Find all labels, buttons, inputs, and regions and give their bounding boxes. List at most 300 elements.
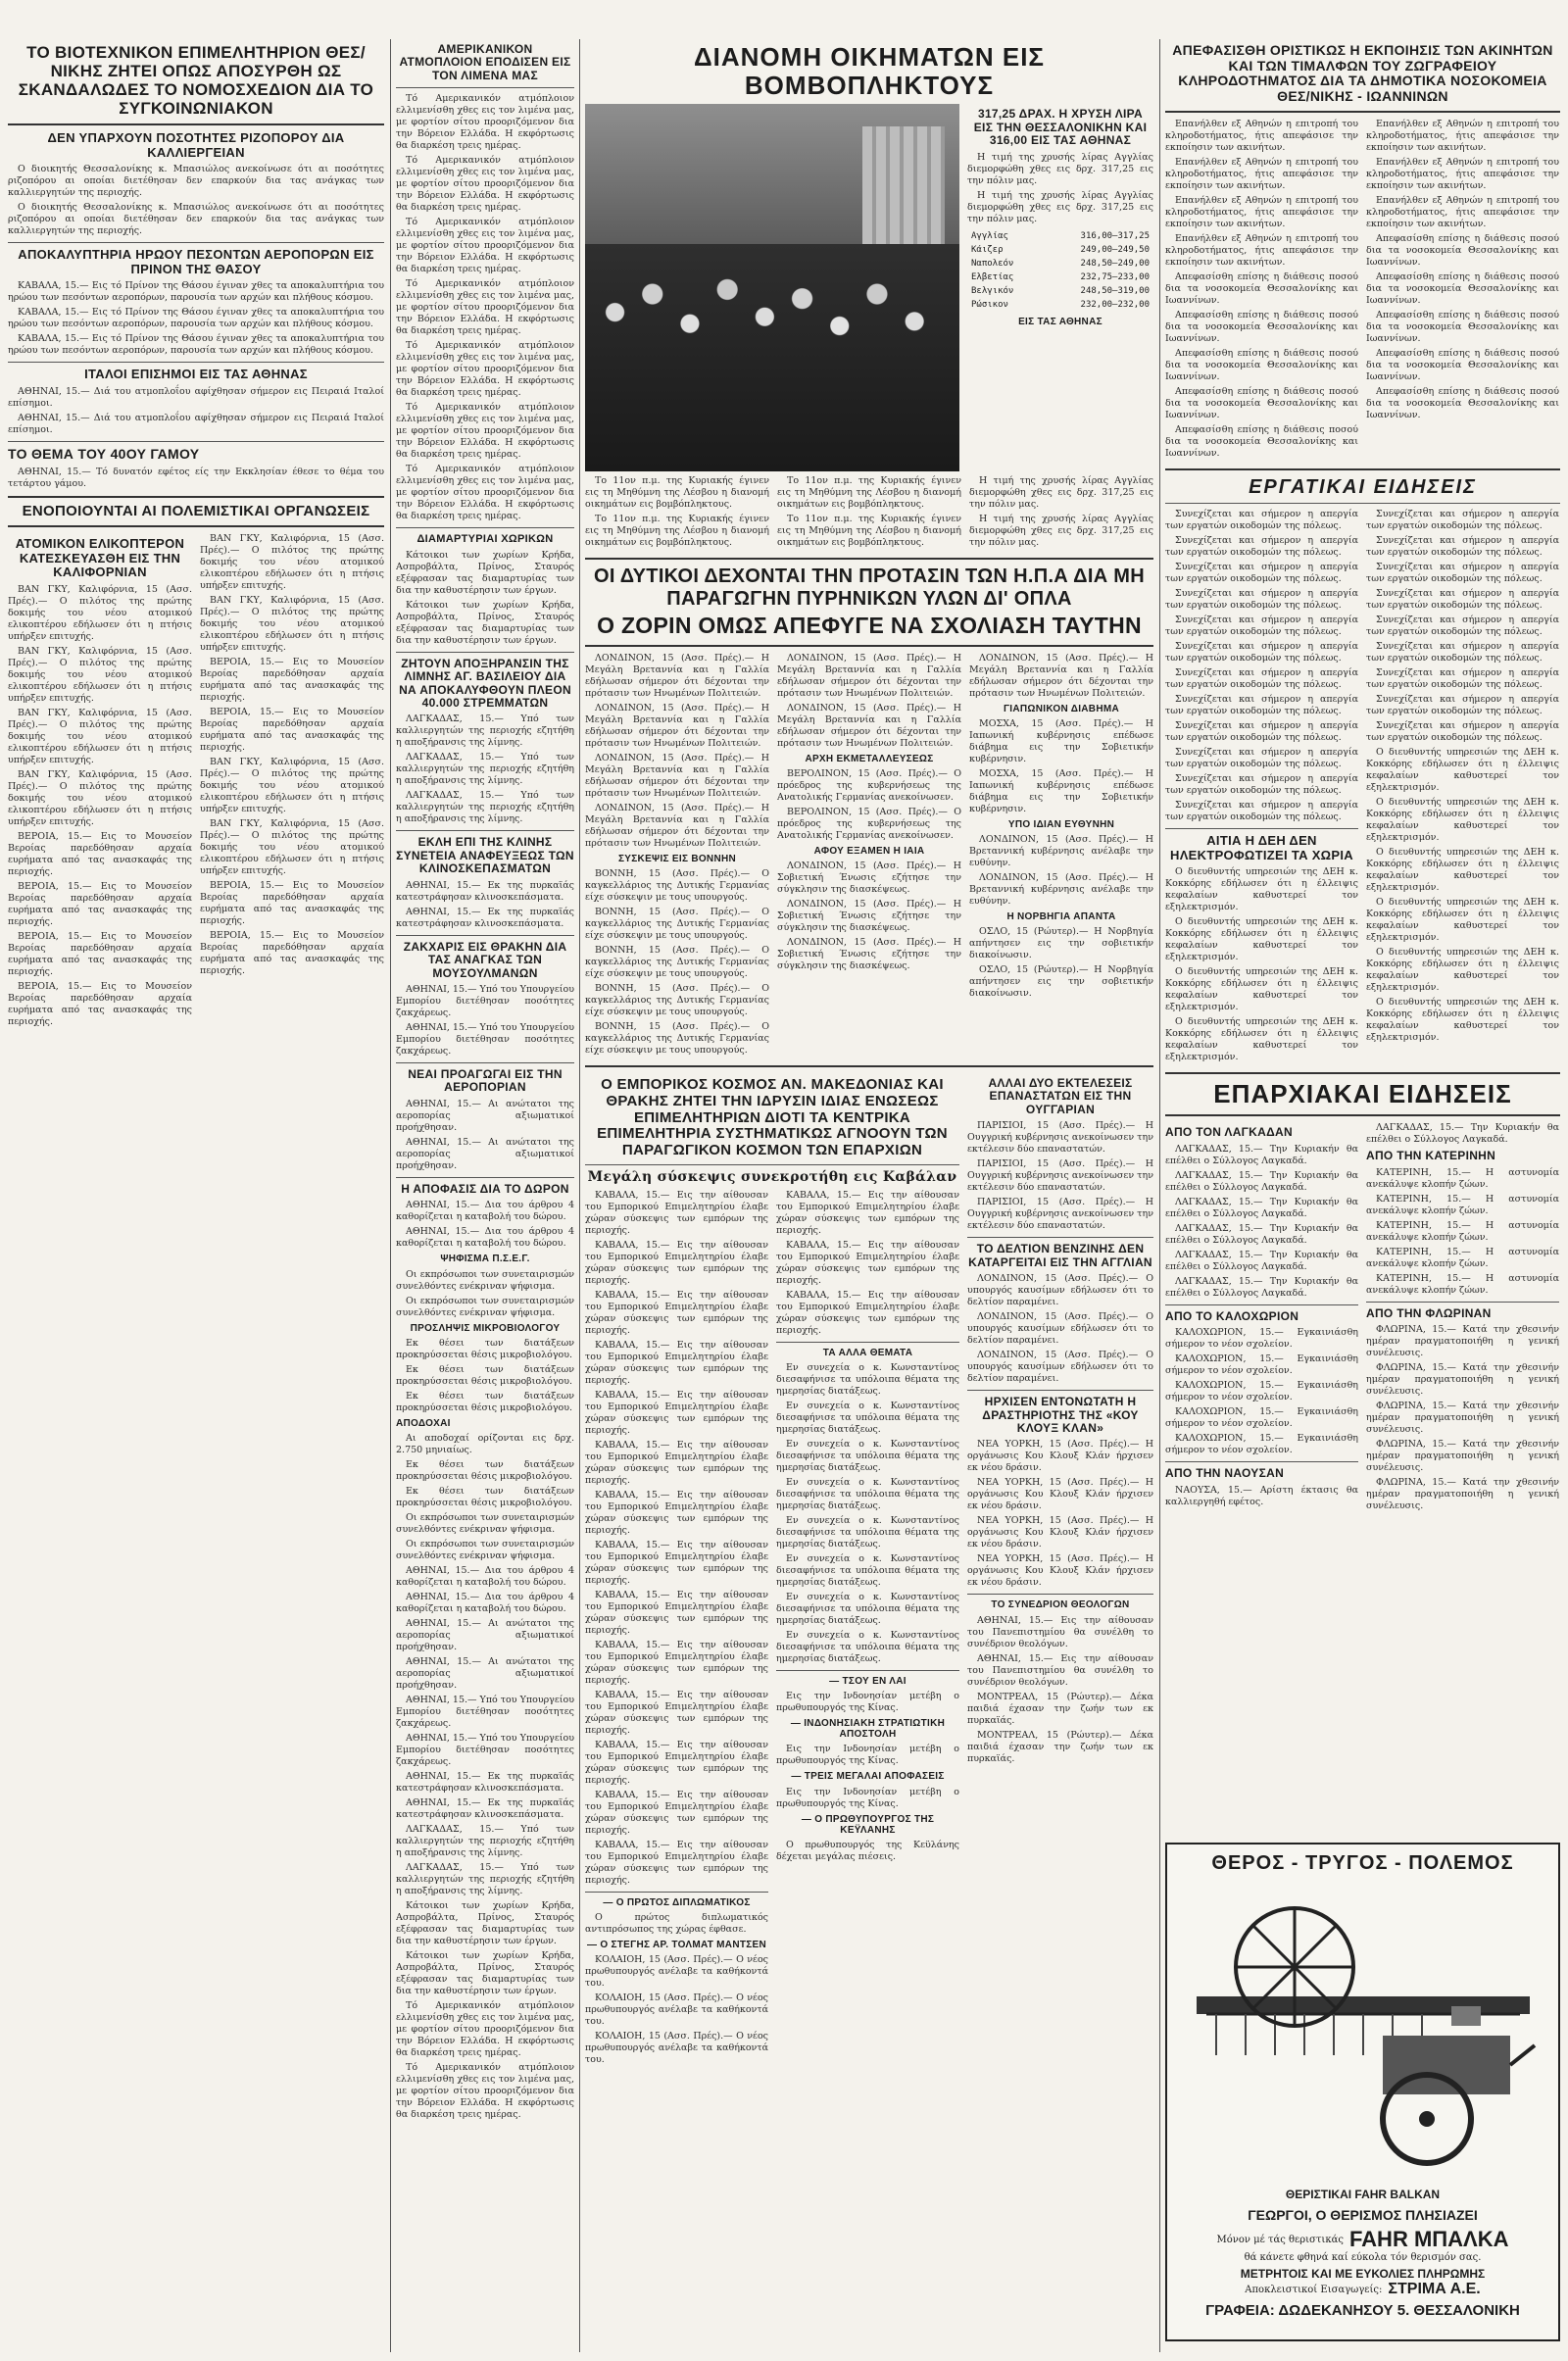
article-body: Επανήλθεν εξ Αθηνών η επιτροπή του κληροδοτήματος, ήτις απεφάσισε την εκποίησιν των ακινήτων. (1165, 118, 1358, 153)
article-body: Κάτοικοι των χωρίων Κρήδα, Ασπροβάλτα, Πρίνος, Σταυρός εξέφρασαν τας διαμαρτυρίας των δια την καθυστέρησιν των έργων. (396, 599, 574, 646)
article-body: Συνεχίζεται και σήμερον η απεργία των εργατών οικοδομών της πόλεως. (1366, 641, 1559, 664)
article-body: ΒΕΡΟΙΑ, 15.— Εις το Μουσείον Βεροίας παρεδόθησαν αρχαία ευρήματα από τας ανασκαφάς της περιοχής. (8, 980, 192, 1027)
article-body: ΚΑΒΑΛΑ, 15.— Εις τό Πρίνον της Θάσου έγιναν χθες τα αποκαλυπτήρια του ηρώου των πεσόντων αεροπόρων, παρουσία των αρχών και πλήθους κόσμου. (8, 333, 384, 357)
article-body: ΝΕΑ ΥΟΡΚΗ, 15 (Ασσ. Πρές).— Η οργάνωσις Κου Κλουξ Κλάν ήρχισεν εκ νέου δράσιν. (967, 1477, 1153, 1512)
headline-nuclear: ΟΙ ΔΥΤΙΚΟΙ ΔΕΧΟΝΤΑΙ ΤΗΝ ΠΡΟΤΑΣΙΝ ΤΩΝ Η.Π.Α ΔΙΑ ΜΗ ΠΑΡΑΓΩΓΗΝ ΠΥΡΗΝΙΚΩΝ ΥΛΩΝ ΔΙ' ΟΠΛΑ (593, 566, 1145, 610)
article-body: ΑΘΗΝΑΙ, 15.— Αι ανώτατοι της αεροπορίας αξιωματικοί προήχθησαν. (396, 1617, 574, 1652)
article-body: ΑΘΗΝΑΙ, 15.— Εκ της πυρκαϊάς κατεστράφησαν κλινοσκεπάσματα. (396, 906, 574, 929)
column-right (1165, 39, 1560, 2342)
rate-name: Ελβετίας (971, 271, 1014, 282)
harvester-image (1187, 1889, 1540, 2183)
headline-iaia: ΑΦΟΥ ΕΞΑΜΕΝ Η ΙΑΙΑ (813, 845, 925, 857)
rate-row (969, 271, 1152, 283)
rate-value: 248,50—249,00 (1080, 258, 1150, 269)
article-body: Εκ θέσει των διατάξεων προκηρύσσεται θέσις μικροβιολόγου. (396, 1337, 574, 1360)
headline-labor: ΕΡΓΑΤΙΚΑΙ ΕΙΔΗΣΕΙΣ (1249, 475, 1477, 498)
headline-petrol: ΤΟ ΔΕΛΤΙΟΝ ΒΕΝΖΙΝΗΣ ΔΕΝ ΚΑΤΑΡΓΕΙΤΑΙ ΕΙΣ ΤΗΝ ΑΓΓΛΙΑΝ (968, 1242, 1152, 1269)
article-body: Ο διευθυντής υπηρεσιών της ΔΕΗ κ. Κοκκόρης εδήλωσεν ότι η έλλειψις κεφαλαίων καθυστερεί τον εξηλεκτρισμόν. (1165, 916, 1358, 963)
headline-resolution: ΨΗΦΙΣΜΑ Π.Σ.Ε.Γ. (440, 1254, 530, 1265)
article-body: Συνεχίζεται και σήμερον η απεργία των εργατών οικοδομών της πόλεως. (1366, 720, 1559, 744)
article-body: ΦΛΩΡΙΝΑ, 15.— Κατά την χθεσινήν ημέραν πραγματοποιήθη η γενική συνέλευσις. (1366, 1439, 1559, 1474)
article-body: Κάτοικοι των χωρίων Κρήδα, Ασπροβάλτα, Πρίνος, Σταυρός εξέφρασαν τας διαμαρτυρίας των δια την καθυστέρησιν των έργων. (396, 1899, 574, 1946)
headline-monument: ΑΠΟΚΑΛΥΠΤΗΡΙΑ ΗΡΩΟΥ ΠΕΣΟΝΤΩΝ ΑΕΡΟΠΟΡΩΝ ΕΙΣ ΠΡΙΝΟΝ ΤΗΣ ΘΑΣΟΥ (18, 247, 374, 276)
headline-zorin: Ο ΖΟΡΙΝ ΟΜΩΣ ΑΠΕΦΥΓΕ ΝΑ ΣΧΟΛΙΑΣΗ ΤΑΥΤΗΝ (597, 613, 1142, 638)
article-body: Ο διευθυντής υπηρεσιών της ΔΕΗ κ. Κοκκόρης εδήλωσεν ότι η έλλειψις κεφαλαίων καθυστερεί τον εξηλεκτρισμόν. (1366, 947, 1559, 994)
article-body: Τό Αμερικανικόν ατμόπλοιον ελλιμενίσθη χθες εις τον λιμένα μας, με φορτίον σίτου προοριζόμενον δια την Βόρειον Ελλάδα. Η εκφόρτωσις θα διαρκέση τρεις ημέρας. (396, 155, 574, 214)
article-body: ΑΘΗΝΑΙ, 15.— Εκ της πυρκαϊάς κατεστράφησαν κλινοσκεπάσματα. (396, 1770, 574, 1794)
article-body: ΒΑΝ ΓΚΥ, Καλιφόρνια, 15 (Ασσ. Πρές).— Ο πιλότος της πρώτης δοκιμής του νέου ατομικού ελικοπτέρου εδήλωσεν ότι η πτήσις υπήρξεν επιτυχής. (200, 533, 384, 592)
article-body: Επανήλθεν εξ Αθηνών η επιτροπή του κληροδοτήματος, ήτις απεφάσισε την εκποίησιν των ακινήτων. (1165, 156, 1358, 191)
rate-row (969, 258, 1152, 270)
rate-value: 316,00—317,25 (1080, 230, 1150, 241)
article-body: Οι εκπρόσωποι των συνεταιρισμών συνελθόντες ενέκριναν ψήφισμα. (396, 1295, 574, 1318)
article-body: ΒΕΡΟΙΑ, 15.— Εις το Μουσείον Βεροίας παρεδόθησαν αρχαία ευρήματα από τας ανασκαφάς της περιοχής. (200, 930, 384, 977)
article-body: ΑΘΗΝΑΙ, 15.— Υπό του Υπουργείου Εμπορίου διετέθησαν ποσότητες ζακχάρεως. (396, 1022, 574, 1057)
article-body: Κάτοικοι των χωρίων Κρήδα, Ασπροβάλτα, Πρίνος, Σταυρός εξέφρασαν τας διαμαρτυρίας των δια την καθυστέρησιν των έργων. (396, 549, 574, 596)
fahr-top: ΘΕΡΟΣ - ΤΡΥΓΟΣ - ΠΟΛΕΜΟΣ (1211, 1852, 1514, 1874)
article-body: ΜΟΝΤΡΕΑΛ, 15 (Ρώυτερ).— Δέκα παιδιά έχασαν την ζωήν των εκ πυρκαϊάς. (967, 1729, 1153, 1764)
article-body: ΚΑΒΑΛΑ, 15.— Εις την αίθουσαν του Εμπορικού Επιμελητηρίου έλαβε χώραν σύσκεψις των εμπόρων της περιοχής. (585, 1239, 768, 1286)
article-body: ΒΕΡΟΛΙΝΟΝ, 15 (Ασσ. Πρές).— Ο πρόεδρος της κυβερνήσεως της Ανατολικής Γερμανίας ανεκοίνωσεν. (777, 767, 961, 803)
rate-row (969, 299, 1152, 311)
article-body: ΟΣΛΟ, 15 (Ρώυτερ).— Η Νορβηγία απήντησεν εις την σοβιετικήν διακοίνωσιν. (969, 964, 1153, 1000)
column-second (396, 39, 574, 2342)
article-body: Απεφασίσθη επίσης η διάθεσις ποσού δια τα νοσοκομεία Θεσσαλονίκης και Ιωαννίνων. (1366, 385, 1559, 420)
article-body: Συνεχίζεται και σήμερον η απεργία των εργατών οικοδομών της πόλεως. (1165, 535, 1358, 559)
article-body: Ο διοικητής Θεσσαλονίκης κ. Μπασιώλος ανεκοίνωσε ότι αι ποσότητες ριζοπόρου αι οποίαι διετέθησαν δεν επαρκούν δια τας ανάγκας των καλλιεργητών της περιοχής. (8, 202, 384, 237)
article-body: ΑΘΗΝΑΙ, 15.— Εκ της πυρκαϊάς κατεστράφησαν κλινοσκεπάσματα. (396, 1796, 574, 1820)
article-body: Ο διευθυντής υπηρεσιών της ΔΕΗ κ. Κοκκόρης εδήλωσεν ότι η έλλειψις κεφαλαίων καθυστερεί τον εξηλεκτρισμόν. (1366, 997, 1559, 1044)
article-body: Συνεχίζεται και σήμερον η απεργία των εργατών οικοδομών της πόλεως. (1366, 562, 1559, 585)
article-body: ΛΑΓΚΑΔΑΣ, 15.— Την Κυριακήν θα επέλθει ο Σύλλογος Λαγκαδά. (1165, 1249, 1358, 1272)
fahr-line2: Μόνον μέ τάς θεριστικάς (1216, 2234, 1344, 2245)
article-body: ΑΘΗΝΑΙ, 15.— Υπό του Υπουργείου Εμπορίου διετέθησαν ποσότητες ζακχάρεως. (396, 984, 574, 1018)
article-body: ΛΟΝΔΙΝΟΝ, 15 (Ασσ. Πρές).— Η Σοβιετική Ένωσις εζήτησε την σύγκλησιν της διασκέψεως. (777, 861, 961, 896)
article-body: Ο πρώτος διπλωματικός αντιπρόσωπος της χώρας έφθασε. (585, 1911, 768, 1935)
article-body: ΜΟΣΧΑ, 15 (Ασσ. Πρές).— Η Ιαπωνική κυβέρνησις επέδωσε διάβημα εις την Σοβιετικήν κυβέρνησιν. (969, 767, 1153, 814)
article-body: ΑΘΗΝΑΙ, 15.— Τό δυνατόν εφέτος είς την Εκκλησίαν έθεσε το θέμα του τετάρτου γάμου. (8, 466, 384, 489)
article-body: Ο διευθυντής υπηρεσιών της ΔΕΗ κ. Κοκκόρης εδήλωσεν ότι η έλλειψις κεφαλαίων καθυστερεί τον εξηλεκτρισμόν. (1165, 966, 1358, 1013)
article-body: ΛΟΝΔΙΝΟΝ, 15 (Ασσ. Πρές).— Η Μεγάλη Βρεταννία και η Γαλλία εδήλωσαν σήμερον ότι δέχονται την πρότασιν των Ηνωμένων Πολιτειών. (969, 652, 1153, 699)
article-body: Η τιμή της χρυσής λίρας Αγγλίας διεμορφώθη χθες εις δρχ. 317,25 εις την πόλιν μας. (969, 514, 1153, 549)
article-body: Επανήλθεν εξ Αθηνών η επιτροπή του κληροδοτήματος, ήτις απεφάσισε την εκποίησιν των ακινήτων. (1366, 194, 1559, 229)
headline-salary: ΑΠΟΔΟΧΑΙ (396, 1417, 451, 1429)
article-body: Το 11ον π.μ. της Κυριακής έγινεν εις τη Μηθύμνη της Λέσβου η διανομή οικημάτων εις βομβόπληκτους. (777, 514, 961, 549)
article-body: ΛΟΝΔΙΝΟΝ, 15 (Ασσ. Πρές).— Η Σοβιετική Ένωσις εζήτησε την σύγκλησιν της διασκέψεως. (777, 899, 961, 934)
article-body: Ο διευθυντής υπηρεσιών της ΔΕΗ κ. Κοκκόρης εδήλωσεν ότι η έλλειψις κεφαλαίων καθυστερεί τον εξηλεκτρισμόν. (1366, 747, 1559, 794)
article-body: ΒΕΡΟΙΑ, 15.— Εις το Μουσείον Βεροίας παρεδόθησαν αρχαία ευρήματα από τας ανασκαφάς της περιοχής. (8, 830, 192, 877)
article-body: ΛΑΓΚΑΔΑΣ, 15.— Υπό των καλλιεργητών της περιοχής εζητήθη η αποξήρανσις της λίμνης. (396, 1823, 574, 1858)
headline-florina: ΑΠΟ ΤΗΝ ΦΛΩΡΙΝΑΝ (1366, 1305, 1492, 1320)
article-body: ΚΟΛΑΙΟΗ, 15 (Ασσ. Πρές).— Ο νέος πρωθυπουργός ανέλαβε τα καθήκοντά του. (585, 1953, 768, 1989)
article-body: Επανήλθεν εξ Αθηνών η επιτροπή του κληροδοτήματος, ήτις απεφάσισε την εκποίησιν των ακινήτων. (1366, 118, 1559, 153)
article-body: ΒΕΡΟΛΙΝΟΝ, 15 (Ασσ. Πρές).— Ο πρόεδρος της κυβερνήσεως της Ανατολικής Γερμανίας ανεκοίνωσεν. (777, 806, 961, 841)
gold-rates-table (967, 228, 1153, 313)
article-body: ΚΑΛΟΧΩΡΙΟΝ, 15.— Εγκαινιάσθη σήμερον το νέον σχολείον. (1165, 1406, 1358, 1430)
article-body: Ο διευθυντής υπηρεσιών της ΔΕΗ κ. Κοκκόρης εδήλωσεν ότι η έλλειψις κεφαλαίων καθυστερεί τον εξηλεκτρισμόν. (1366, 797, 1559, 844)
article-body: ΚΑΒΑΛΑ, 15.— Εις την αίθουσαν του Εμπορικού Επιμελητηρίου έλαβε χώραν σύσκεψις των εμπόρων της περιοχής. (585, 1339, 768, 1386)
article-body: ΚΑΒΑΛΑ, 15.— Εις την αίθουσαν του Εμπορικού Επιμελητηρίου έλαβε χώραν σύσκεψις των εμπόρων της περιοχής. (585, 1639, 768, 1686)
fahr-brand: ΘΕΡΙΣΤΙΚΑΙ FAHR BALKAN (1285, 2188, 1441, 2201)
article-body: Εις την Ινδονησίαν μετέβη ο πρωθυπουργός της Κίνας. (776, 1690, 959, 1713)
headline-indonesia: — ΙΝΔΟΝΗΣΙΑΚΗ ΣΤΡΑΤΙΩΤΙΚΗ ΑΠΟΣΤΟΛΗ (790, 1717, 946, 1741)
article-body: ΛΟΝΔΙΝΟΝ, 15 (Ασσ. Πρές).— Η Βρεταννική κυβέρνησις ανέλαβε την ευθύνην. (969, 834, 1153, 869)
headline-naousa: ΑΠΟ ΤΗΝ ΝΑΟΥΣΑΝ (1165, 1466, 1285, 1481)
fahr-line3: θά κάνετε φθηνά καί εύκολα τόν θερισμόν σας. (1244, 2252, 1482, 2263)
article-body: ΝΕΑ ΥΟΡΚΗ, 15 (Ασσ. Πρές).— Η οργάνωσις Κου Κλουξ Κλάν ήρχισεν εκ νέου δράσιν. (967, 1439, 1153, 1474)
article-body: Εν συνεχεία ο κ. Κωνσταντίνος διεσαφήνισε τα υπόλοιπα θέματα της ημερησίας διατάξεως. (776, 1361, 959, 1397)
fahr-office: ΓΡΑΦΕΙΑ: ΔΩΔΕΚΑΝΗΣΟΥ 5. ΘΕΣΣΑΛΟΝΙΚΗ (1205, 2302, 1520, 2319)
article-body: Εν συνεχεία ο κ. Κωνσταντίνος διεσαφήνισε τα υπόλοιπα θέματα της ημερησίας διατάξεως. (776, 1476, 959, 1511)
article-body: ΚΑΒΑΛΑ, 15.— Εις την αίθουσαν του Εμπορικού Επιμελητηρίου έλαβε χώραν σύσκεψις των εμπόρων της περιοχής. (585, 1439, 768, 1486)
article-body: Συνεχίζεται και σήμερον η απεργία των εργατών οικοδομών της πόλεως. (1366, 694, 1559, 717)
rate-row (969, 244, 1152, 256)
article-body: ΑΘΗΝΑΙ, 15.— Αι ανώτατοι της αεροπορίας αξιωματικοί προήχθησαν. (396, 1136, 574, 1171)
article-body: ΛΑΓΚΑΔΑΣ, 15.— Την Κυριακήν θα επέλθει ο Σύλλογος Λαγκαδά. (1165, 1196, 1358, 1219)
article-body: Η τιμή της χρυσής λίρας Αγγλίας διεμορφώθη χθες εις δρχ. 317,25 εις την πόλιν μας. (969, 475, 1153, 511)
column-rule (1159, 39, 1160, 2352)
article-body: ΒΕΡΟΙΑ, 15.— Εις το Μουσείον Βεροίας παρεδόθησαν αρχαία ευρήματα από τας ανασκαφάς της περιοχής. (8, 930, 192, 977)
article-body: ΑΘΗΝΑΙ, 15.— Εκ της πυρκαϊάς κατεστράφησαν κλινοσκεπάσματα. (396, 879, 574, 903)
headline-chou: — ΤΣΟΥ ΕΝ ΛΑΙ (829, 1675, 906, 1687)
article-body: ΛΑΓΚΑΔΑΣ, 15.— Την Κυριακήν θα επέλθει ο Σύλλογος Λαγκαδά. (1165, 1169, 1358, 1193)
article-body: ΛΟΝΔΙΝΟΝ, 15 (Ασσ. Πρές).— Η Μεγάλη Βρεταννία και η Γαλλία εδήλωσαν σήμερον ότι δέχονται την πρότασιν των Ηνωμένων Πολιτειών. (777, 702, 961, 749)
article-body: ΜΟΣΧΑ, 15 (Ασσ. Πρές).— Η Ιαπωνική κυβέρνησις επέδωσε διάβημα εις την Σοβιετικήν κυβέρνησιν. (969, 717, 1153, 764)
fahr-line4: ΜΕΤΡΗΤΟΙΣ ΚΑΙ ΜΕ ΕΥΚΟΛΙΕΣ ΠΛΗΡΩΜΗΣ (1240, 2267, 1486, 2281)
headline-ship: ΑΜΕΡΙΚΑΝΙΚΟΝ ΑΤΜΟΠΛΟΙΟΝ ΕΠΟΔΙΣΕΝ ΕΙΣ ΤΟΝ ΛΙΜΕΝΑ ΜΑΣ (399, 42, 571, 82)
rate-name: Ναπολεόν (971, 258, 1014, 269)
article-body: ΒΑΝ ΓΚΥ, Καλιφόρνια, 15 (Ασσ. Πρές).— Ο πιλότος της πρώτης δοκιμής του νέου ατομικού ελικοπτέρου εδήλωσεν ότι η πτήσις υπήρξεν επιτυχής. (8, 768, 192, 827)
article-body: Τό Αμερικανικόν ατμόπλοιον ελλιμενίσθη χθες εις τον λιμένα μας, με φορτίον σίτου προοριζόμενον δια την Βόρειον Ελλάδα. Η εκφόρτωσις θα διαρκέση τρεις ημέρας. (396, 340, 574, 399)
headline-protests: ΔΙΑΜΑΡΤΥΡΙΑΙ ΧΩΡΙΚΩΝ (416, 533, 554, 546)
article-body: ΛΑΓΚΑΔΑΣ, 15.— Υπό των καλλιεργητών της περιοχής εζητήθη η αποξήρανσις της λίμνης. (396, 1861, 574, 1896)
article-body: Εν συνεχεία ο κ. Κωνσταντίνος διεσαφήνισε τα υπόλοιπα θέματα της ημερησίας διατάξεως. (776, 1629, 959, 1664)
article-body: Συνεχίζεται και σήμερον η απεργία των εργατών οικοδομών της πόλεως. (1366, 667, 1559, 691)
article-body: Τό Αμερικανικόν ατμόπλοιον ελλιμενίσθη χθες εις τον λιμένα μας, με φορτίον σίτου προοριζόμενον δια την Βόρειον Ελλάδα. Η εκφόρτωσις θα διαρκέση τρεις ημέρας. (396, 2061, 574, 2120)
headline-bonus: Η ΑΠΟΦΑΣΙΣ ΔΙΑ ΤΟ ΔΩΡΟΝ (401, 1181, 569, 1196)
headline-spore: ΔΕΝ ΥΠΑΡΧΟΥΝ ΠΟΣΟΤΗΤΕΣ ΡΙΖΟΠΟΡΟΥ ΔΙΑ ΚΑΛΛΙΕΡΓΕΙΑΝ (47, 130, 345, 160)
article-body: Συνεχίζεται και σήμερον η απεργία των εργατών οικοδομών της πόλεως. (1165, 773, 1358, 797)
article-body: Εν συνεχεία ο κ. Κωνσταντίνος διεσαφήνισε τα υπόλοιπα θέματα της ημερησίας διατάξεως. (776, 1591, 959, 1626)
article-body: ΚΑΛΟΧΩΡΙΟΝ, 15.— Εγκαινιάσθη σήμερον το νέον σχολείον. (1165, 1327, 1358, 1351)
article-body: ΒΟΝΝΗ, 15 (Ασσ. Πρές).— Ο καγκελλάριος της Δυτικής Γερμανίας είχε σύσκεψιν με τους υπουργούς. (585, 867, 769, 903)
article-body: ΑΘΗΝΑΙ, 15.— Δια του άρθρου 4 καθορίζεται η καταβολή του δώρου. (396, 1591, 574, 1614)
article-body: Εκ θέσει των διατάξεων προκηρύσσεται θέσις μικροβιολόγου. (396, 1363, 574, 1387)
article-body: ΚΑΤΕΡΙΝΗ, 15.— Η αστυνομία ανεκάλυψε κλοπήν ζώων. (1366, 1272, 1559, 1296)
article-body: ΑΘΗΝΑΙ, 15.— Διά του ατμοπλοΐου αφίχθησαν σήμερον εις Πειραιά Ιταλοί επίσημοι. (8, 412, 384, 435)
article-body: ΒΕΡΟΙΑ, 15.— Εις το Μουσείον Βεροίας παρεδόθησαν αρχαία ευρήματα από τας ανασκαφάς της περιοχής. (8, 880, 192, 927)
article-body: ΚΑΒΑΛΑ, 15.— Εις την αίθουσαν του Εμπορικού Επιμελητηρίου έλαβε χώραν σύσκεψις των εμπόρων της περιοχής. (585, 1589, 768, 1636)
rate-value: 232,75—233,00 (1080, 271, 1150, 282)
article-body: Συνεχίζεται και σήμερον η απεργία των εργατών οικοδομών της πόλεως. (1165, 694, 1358, 717)
article-body: ΦΛΩΡΙΝΑ, 15.— Κατά την χθεσινήν ημέραν πραγματοποιήθη η γενική συνέλευσις. (1366, 1362, 1559, 1398)
article-body: ΛΟΝΔΙΝΟΝ, 15 (Ασσ. Πρές).— Ο υπουργός καυσίμων εδήλωσεν ότι το δελτίον παραμένει. (967, 1350, 1153, 1385)
article-body: ΑΘΗΝΑΙ, 15.— Αι ανώτατοι της αεροπορίας αξιωματικοί προήχθησαν. (396, 1655, 574, 1691)
article-body: Συνεχίζεται και σήμερον η απεργία των εργατών οικοδομών της πόλεως. (1165, 747, 1358, 770)
article-body: ΠΑΡΙΣΙΟΙ, 15 (Ασσ. Πρές).— Η Ουγγρική κυβέρνησις ανεκοίνωσεν την εκτέλεσιν δύο επαναστατών. (967, 1158, 1153, 1194)
article-body: ΝΑΟΥΣΑ, 15.— Αρίστη έκτασις θα καλλιεργηθή εφέτος. (1165, 1484, 1358, 1507)
rates-title: ΕΙΣ ΤΑΣ ΑΘΗΝΑΣ (1018, 316, 1102, 327)
article-body: Εκ θέσει των διατάξεων προκηρύσσεται θέσις μικροβιολόγου. (396, 1485, 574, 1508)
article-body: Τό Αμερικανικόν ατμόπλοιον ελλιμενίσθη χθες εις τον λιμένα μας, με φορτίον σίτου προοριζόμενον δια την Βόρειον Ελλάδα. Η εκφόρτωσις θα διαρκέση τρεις ημέρας. (396, 93, 574, 152)
headline-decisions: — ΤΡΕΙΣ ΜΕΓΑΛΑΙ ΑΠΟΦΑΣΕΙΣ (791, 1771, 945, 1783)
article-body: ΚΑΒΑΛΑ, 15.— Εις την αίθουσαν του Εμπορικού Επιμελητηρίου έλαβε χώραν σύσκεψις των εμπόρων της περιοχής. (585, 1189, 768, 1236)
article-body: ΑΘΗΝΑΙ, 15.— Εις την αίθουσαν του Πανεπιστημίου θα συνέλθη το συνέδριον θεολόγων. (967, 1652, 1153, 1688)
fahr-brand-large: FAHR ΜΠΑΛΚΑ (1348, 2227, 1509, 2251)
article-body: ΚΑΤΕΡΙΝΗ, 15.— Η αστυνομία ανεκάλυψε κλοπήν ζώων. (1366, 1166, 1559, 1190)
article-body: ΦΛΩΡΙΝΑ, 15.— Κατά την χθεσινήν ημέραν πραγματοποιήθη η γενική συνέλευσις. (1366, 1401, 1559, 1436)
article-body: ΚΑΒΑΛΑ, 15.— Εις την αίθουσαν του Εμπορικού Επιμελητηρίου έλαβε χώραν σύσκεψις των εμπόρων της περιοχής. (585, 1289, 768, 1336)
article-body: ΜΟΝΤΡΕΑΛ, 15 (Ρώυτερ).— Δέκα παιδιά έχασαν την ζωήν των εκ πυρκαϊάς. (967, 1691, 1153, 1726)
headline-lake: ΖΗΤΟΥΝ ΑΠΟΞΗΡΑΝΣΙΝ ΤΗΣ ΛΙΜΝΗΣ ΑΓ. ΒΑΣΙΛΕΙΟΥ ΔΙΑ ΝΑ ΑΠΟΚΑΛΥΦΘΟΥΝ ΠΛΕΟΝ 40.000 ΣΤΡΕΜΜΑΤΩΝ (399, 656, 571, 710)
headline-chamber: ΤΟ ΒΙΟΤΕΧΝΙΚΟΝ ΕΠΙΜΕΛΗΤΗΡΙΟΝ ΘΕΣ/ΝΙΚΗΣ ΖΗΤΕΙ ΟΠΩΣ ΑΠΟΣΥΡΘΗ ΩΣ ΣΚΑΝΔΑΛΩΔΕΣ ΤΟ ΝΟΜΟΣΧΕΔΙΟΝ ΔΙΑ ΤΟ ΣΥΓΚΟΙΝΩΝΙΑΚΟΝ (18, 43, 374, 119)
article-body: ΒΟΝΝΗ, 15 (Ασσ. Πρές).— Ο καγκελλάριος της Δυτικής Γερμανίας είχε σύσκεψιν με τους υπουργούς. (585, 944, 769, 979)
article-body: Αι αποδοχαί ορίζονται εις δρχ. 2.750 μηνιαίως. (396, 1432, 574, 1455)
article-body: Συνεχίζεται και σήμερον η απεργία των εργατών οικοδομών της πόλεως. (1165, 509, 1358, 532)
article-body: ΚΑΤΕΡΙΝΗ, 15.— Η αστυνομία ανεκάλυψε κλοπήν ζώων. (1366, 1219, 1559, 1243)
article-body: ΒΑΝ ΓΚΥ, Καλιφόρνια, 15 (Ασσ. Πρές).— Ο πιλότος της πρώτης δοκιμής του νέου ατομικού ελικοπτέρου εδήλωσεν ότι η πτήσις υπήρξεν επιτυχής. (8, 645, 192, 704)
article-body: ΛΟΝΔΙΝΟΝ, 15 (Ασσ. Πρές).— Η Μεγάλη Βρεταννία και η Γαλλία εδήλωσαν σήμερον ότι δέχονται την πρότασιν των Ηνωμένων Πολιτειών. (585, 802, 769, 849)
headline-theologians: ΤΟ ΣΥΝΕΔΡΙΟΝ ΘΕΟΛΟΓΩΝ (991, 1599, 1130, 1611)
article-body: ΑΘΗΝΑΙ, 15.— Υπό του Υπουργείου Εμπορίου διετέθησαν ποσότητες ζακχάρεως. (396, 1732, 574, 1767)
article-body: Οι εκπρόσωποι των συνεταιρισμών συνελθόντες ενέκριναν ψήφισμα. (396, 1511, 574, 1535)
headline-electricity: ΑΙΤΙΑ Η ΔΕΗ ΔΕΝ ΗΛΕΚΤΡΟΦΩΤΙΖΕΙ ΤΑ ΧΩΡΙΑ (1170, 833, 1353, 862)
article-body: ΚΑΤΕΡΙΝΗ, 15.— Η αστυνομία ανεκάλυψε κλοπήν ζώων. (1366, 1193, 1559, 1216)
article-body: Τό Αμερικανικόν ατμόπλοιον ελλιμενίσθη χθες εις τον λιμένα μας, με φορτίον σίτου προοριζόμενον δια την Βόρειον Ελλάδα. Η εκφόρτωσις θα διαρκέση τρεις ημέρας. (396, 1999, 574, 2058)
article-body: ΒΟΝΝΗ, 15 (Ασσ. Πρές).— Ο καγκελλάριος της Δυτικής Γερμανίας είχε σύσκεψιν με τους υπουργούς. (585, 1020, 769, 1056)
headline-houses: ΔΙΑΝΟΜΗ ΟΙΚΗΜΑΤΩΝ ΕΙΣ ΒΟΜΒΟΠΛΗΚΤΟΥΣ (693, 42, 1046, 101)
article-body: Απεφασίσθη επίσης η διάθεσις ποσού δια τα νοσοκομεία Θεσσαλονίκης και Ιωαννίνων. (1165, 347, 1358, 382)
article-body: ΚΑΒΑΛΑ, 15.— Εις την αίθουσαν του Εμπορικού Επιμελητηρίου έλαβε χώραν σύσκεψις των εμπόρων της περιοχής. (776, 1289, 959, 1336)
article-body: ΚΑΒΑΛΑ, 15.— Εις την αίθουσαν του Εμπορικού Επιμελητηρίου έλαβε χώραν σύσκεψις των εμπόρων της περιοχής. (585, 1839, 768, 1886)
subheadline-kavala: Μεγάλη σύσκεψις συνεκροτήθη εις Καβάλαν (587, 1168, 957, 1185)
article-body: ΒΑΝ ΓΚΥ, Καλιφόρνια, 15 (Ασσ. Πρές).— Ο πιλότος της πρώτης δοκιμής του νέου ατομικού ελικοπτέρου εδήλωσεν ότι η πτήσις υπήρξεν επιτυχής. (200, 757, 384, 815)
article-body: ΟΣΛΟ, 15 (Ρώυτερ).— Η Νορβηγία απήντησεν εις την σοβιετικήν διακοίνωσιν. (969, 926, 1153, 961)
article-body: Απεφασίσθη επίσης η διάθεσις ποσού δια τα νοσοκομεία Θεσσαλονίκης και Ιωαννίνων. (1165, 385, 1358, 420)
article-body: Η τιμή της χρυσής λίρας Αγγλίας διεμορφώθη χθες εις δρχ. 317,25 εις την πόλιν μας. (967, 189, 1153, 224)
headline-merchants: Ο ΕΜΠΟΡΙΚΟΣ ΚΟΣΜΟΣ ΑΝ. ΜΑΚΕΔΟΝΙΑΣ ΚΑΙ ΘΡΑΚΗΣ ΖΗΤΕΙ ΤΗΝ ΙΔΡΥΣΙΝ ΙΔΙΑΣ ΕΝΩΣΕΩΣ ΕΠΙΜΕΛΗΤΗΡΙΩΝ ΔΙΟΤΙ ΤΑ ΚΕΝΤΡΙΚΑ ΕΠΙΜΕΛΗΤΗΡΙΑ ΣΥΣΤΗΜΑΤΙΚΩΣ ΑΓΝΟΟΥΝ ΤΩΝ ΠΑΡΑΓΩΓΙΚΟΝ ΚΟΣΜΟΝ ΤΩΝ ΕΠΑΡΧΙΩΝ (597, 1075, 948, 1159)
article-body: ΛΟΝΔΙΝΟΝ, 15 (Ασσ. Πρές).— Η Μεγάλη Βρεταννία και η Γαλλία εδήλωσαν σήμερον ότι δέχονται την πρότασιν των Ηνωμένων Πολιτειών. (585, 652, 769, 699)
article-body: ΚΑΛΟΧΩΡΙΟΝ, 15.— Εγκαινιάσθη σήμερον το νέον σχολείον. (1165, 1380, 1358, 1403)
article-body: ΒΑΝ ΓΚΥ, Καλιφόρνια, 15 (Ασσ. Πρές).— Ο πιλότος της πρώτης δοκιμής του νέου ατομικού ελικοπτέρου εδήλωσεν ότι η πτήσις υπήρξεν επιτυχής. (200, 595, 384, 654)
article-body: Συνεχίζεται και σήμερον η απεργία των εργατών οικοδομών της πόλεως. (1366, 615, 1559, 638)
article-body: ΚΑΒΑΛΑ, 15.— Εις την αίθουσαν του Εμπορικού Επιμελητηρίου έλαβε χώραν σύσκεψις των εμπόρων της περιοχής. (585, 1489, 768, 1536)
column-left (8, 39, 384, 1031)
headline-helicopter: ΑΤΟΜΙΚΟΝ ΕΛΙΚΟΠΤΕΡΟΝ ΚΑΤΕΣΚΕΥΑΣΘΗ ΕΙΣ ΤΗΝ ΚΑΛΙΦΟΡΝΙΑΝ (15, 536, 185, 580)
rate-row (969, 230, 1152, 242)
article-body: Απεφασίσθη επίσης η διάθεσις ποσού δια τα νοσοκομεία Θεσσαλονίκης και Ιωαννίνων. (1366, 271, 1559, 306)
article-body: Τό Αμερικανικόν ατμόπλοιον ελλιμενίσθη χθες εις τον λιμένα μας, με φορτίον σίτου προοριζόμενον δια την Βόρειον Ελλάδα. Η εκφόρτωσις θα διαρκέση τρεις ημέρας. (396, 402, 574, 461)
article-body: Συνεχίζεται και σήμερον η απεργία των εργατών οικοδομών της πόλεως. (1165, 615, 1358, 638)
article-body: Ο διοικητής Θεσσαλονίκης κ. Μπασιώλος ανεκοίνωσε ότι αι ποσότητες ριζοπόρου αι οποίαι διετέθησαν δεν επαρκούν δια τας ανάγκας των καλλιεργητών της περιοχής. (8, 164, 384, 199)
article-body: ΑΘΗΝΑΙ, 15.— Υπό του Υπουργείου Εμπορίου διετέθησαν ποσότητες ζακχάρεως. (396, 1694, 574, 1729)
article-body: ΛΑΓΚΑΔΑΣ, 15.— Υπό των καλλιεργητών της περιοχής εζητήθη η αποξήρανσις της λίμνης. (396, 752, 574, 787)
rate-name: Ρώσικον (971, 299, 1008, 310)
article-body: Συνεχίζεται και σήμερον η απεργία των εργατών οικοδομών της πόλεως. (1165, 562, 1358, 585)
article-body: ΚΑΒΑΛΑ, 15.— Εις την αίθουσαν του Εμπορικού Επιμελητηρίου έλαβε χώραν σύσκεψις των εμπόρων της περιοχής. (585, 1789, 768, 1836)
article-body: ΚΑΛΟΧΩΡΙΟΝ, 15.— Εγκαινιάσθη σήμερον το νέον σχολείον. (1165, 1433, 1358, 1456)
article-body: Επανήλθεν εξ Αθηνών η επιτροπή του κληροδοτήματος, ήτις απεφάσισε την εκποίησιν των ακινήτων. (1366, 156, 1559, 191)
article-body: Συνεχίζεται και σήμερον η απεργία των εργατών οικοδομών της πόλεως. (1165, 588, 1358, 612)
article-body: Ο διευθυντής υπηρεσιών της ΔΕΗ κ. Κοκκόρης εδήλωσεν ότι η έλλειψις κεφαλαίων καθυστερεί τον εξηλεκτρισμόν. (1366, 897, 1559, 944)
headline-microbiologist: ΠΡΟΣΛΗΨΙΣ ΜΙΚΡΟΒΙΟΛΟΓΟΥ (410, 1322, 561, 1334)
article-body: Εκ θέσει των διατάξεων προκηρύσσεται θέσις μικροβιολόγου. (396, 1458, 574, 1482)
article-body: Απεφασίσθη επίσης η διάθεσις ποσού δια τα νοσοκομεία Θεσσαλονίκης και Ιωαννίνων. (1165, 309, 1358, 344)
headline-sugar: ΖΑΚΧΑΡΙΣ ΕΙΣ ΘΡΑΚΗΝ ΔΙΑ ΤΑΣ ΑΝΑΓΚΑΣ ΤΩΝ ΜΟΥΣΟΥΛΜΑΝΩΝ (403, 939, 567, 980)
headline-exploitation: ΑΡΧΗ ΕΚΜΕΤΑΛΛΕΥΣΕΩΣ (805, 753, 934, 764)
article-body: Εν συνεχεία ο κ. Κωνσταντίνος διεσαφήνισε τα υπόλοιπα θέματα της ημερησίας διατάξεως. (776, 1552, 959, 1588)
article-body: ΑΘΗΝΑΙ, 15.— Εις την αίθουσαν του Πανεπιστημίου θα συνέλθη το συνέδριον θεολόγων. (967, 1614, 1153, 1649)
article-body: ΛΟΝΔΙΝΟΝ, 15 (Ασσ. Πρές).— Η Βρεταννική κυβέρνησις ανέλαβε την ευθύνην. (969, 872, 1153, 908)
article-body: ΛΑΓΚΑΔΑΣ, 15.— Την Κυριακήν θα επέλθει ο Σύλλογος Λαγκαδά. (1366, 1122, 1559, 1146)
article-body: Το 11ον π.μ. της Κυριακής έγινεν εις τη Μηθύμνη της Λέσβου η διανομή οικημάτων εις βομβόπληκτους. (777, 475, 961, 511)
headline-provincial: ΕΠΑΡΧΙΑΚΑΙ ΕΙΔΗΣΕΙΣ (1213, 1079, 1512, 1109)
column-rule (390, 39, 391, 2352)
article-body: ΝΕΑ ΥΟΡΚΗ, 15 (Ασσ. Πρές).— Η οργάνωσις Κου Κλουξ Κλάν ήρχισεν εκ νέου δράσιν. (967, 1515, 1153, 1550)
article-body: Η τιμή της χρυσής λίρας Αγγλίας διεμορφώθη χθες εις δρχ. 317,25 εις την πόλιν μας. (967, 151, 1153, 186)
article-body: ΛΑΓΚΑΔΑΣ, 15.— Την Κυριακήν θα επέλθει ο Σύλλογος Λαγκαδά. (1165, 1143, 1358, 1166)
article-body: ΠΑΡΙΣΙΟΙ, 15 (Ασσ. Πρές).— Η Ουγγρική κυβέρνησις ανεκοίνωσεν την εκτέλεσιν δύο επαναστατών. (967, 1120, 1153, 1156)
article-body: Το 11ον π.μ. της Κυριακής έγινεν εις τη Μηθύμνη της Λέσβου η διανομή οικημάτων εις βομβόπληκτους. (585, 514, 769, 549)
article-body: ΒΕΡΟΙΑ, 15.— Εις το Μουσείον Βεροίας παρεδόθησαν αρχαία ευρήματα από τας ανασκαφάς της περιοχής. (200, 880, 384, 927)
article-body: Συνεχίζεται και σήμερον η απεργία των εργατών οικοδομών της πόλεως. (1366, 588, 1559, 612)
article-body: ΚΟΛΑΙΟΗ, 15 (Ασσ. Πρές).— Ο νέος πρωθυπουργός ανέλαβε τα καθήκοντά του. (585, 2030, 768, 2065)
article-body: ΚΑΒΑΛΑ, 15.— Εις την αίθουσαν του Εμπορικού Επιμελητηρίου έλαβε χώραν σύσκεψις των εμπόρων της περιοχής. (776, 1239, 959, 1286)
article-body: ΑΘΗΝΑΙ, 15.— Δια του άρθρου 4 καθορίζεται η καταβολή του δώρου. (396, 1200, 574, 1223)
headline-ceylon: — Ο ΠΡΩΘΥΠΟΥΡΓΟΣ ΤΗΣ ΚΕΫΛΑΝΗΣ (801, 1813, 935, 1836)
article-body: ΛΑΓΚΑΔΑΣ, 15.— Την Κυριακήν θα επέλθει ο Σύλλογος Λαγκαδά. (1165, 1222, 1358, 1246)
article-body: Εν συνεχεία ο κ. Κωνσταντίνος διεσαφήνισε τα υπόλοιπα θέματα της ημερησίας διατάξεως. (776, 1400, 959, 1435)
article-body: Εις την Ινδονησίαν μετέβη ο πρωθυπουργός της Κίνας. (776, 1786, 959, 1809)
headline-veterans: ΕΝΟΠΟΙΟΥΝΤΑΙ ΑΙ ΠΟΛΕΜΙΣΤΙΚΑΙ ΟΡΓΑΝΩΣΕΙΣ (22, 502, 370, 519)
article-body: Επανήλθεν εξ Αθηνών η επιτροπή του κληροδοτήματος, ήτις απεφάσισε την εκποίησιν των ακινήτων. (1165, 232, 1358, 268)
article-body: Συνεχίζεται και σήμερον η απεργία των εργατών οικοδομών της πόλεως. (1165, 720, 1358, 744)
headline-kkk: ΗΡΧΙΣΕΝ ΕΝΤΟΝΩΤΑΤΗ Η ΔΡΑΣΤΗΡΙΟΤΗΣ ΤΗΣ «ΚΟΥ ΚΛΟΥΞ ΚΛΑΝ» (982, 1395, 1139, 1435)
headline-responsibility: ΥΠΟ ΙΔΙΑΝ ΕΥΘΥΝΗΝ (1007, 818, 1115, 830)
fahr-line1: ΓΕΩΡΓΟΙ, Ο ΘΕΡΙΣΜΟΣ ΠΛΗΣΙΑΖΕΙ (1248, 2207, 1478, 2223)
article-body: Ο διευθυντής υπηρεσιών της ΔΕΗ κ. Κοκκόρης εδήλωσεν ότι η έλλειψις κεφαλαίων καθυστερεί τον εξηλεκτρισμόν. (1165, 1016, 1358, 1063)
article-body: ΒΑΝ ΓΚΥ, Καλιφόρνια, 15 (Ασσ. Πρές).— Ο πιλότος της πρώτης δοκιμής του νέου ατομικού ελικοπτέρου εδήλωσεν ότι η πτήσις υπήρξεν επιτυχής. (8, 583, 192, 642)
article-body: ΚΑΒΑΛΑ, 15.— Εις την αίθουσαν του Εμπορικού Επιμελητηρίου έλαβε χώραν σύσκεψις των εμπόρων της περιοχής. (776, 1189, 959, 1236)
article-body: Εν συνεχεία ο κ. Κωνσταντίνος διεσαφήνισε τα υπόλοιπα θέματα της ημερησίας διατάξεως. (776, 1438, 959, 1473)
headline-bonn: ΣΥΣΚΕΨΙΣ ΕΙΣ ΒΟΝΝΗΝ (617, 853, 737, 864)
rate-name: Βελγικόν (971, 285, 1014, 296)
article-body: ΚΑΒΑΛΑ, 15.— Εις την αίθουσαν του Εμπορικού Επιμελητηρίου έλαβε χώραν σύσκεψις των εμπόρων της περιοχής. (585, 1689, 768, 1736)
headline-fire: ΕΚΛΗ ΕΠΙ ΤΗΣ ΚΛΙΝΗΣ ΣΥΝΕΤΕΙΑ ΑΝΑΦΕΥΞΕΩΣ ΤΩΝ ΚΛΙΝΟΣΚΕΠΑΣΜΑΤΩΝ (396, 835, 574, 876)
article-body: ΒΟΝΝΗ, 15 (Ασσ. Πρές).— Ο καγκελλάριος της Δυτικής Γερμανίας είχε σύσκεψιν με τους υπουργούς. (585, 906, 769, 941)
article-body: ΒΕΡΟΙΑ, 15.— Εις το Μουσείον Βεροίας παρεδόθησαν αρχαία ευρήματα από τας ανασκαφάς της περιοχής. (200, 707, 384, 754)
headline-italians: ΙΤΑΛΟΙ ΕΠΙΣΗΜΟΙ ΕΙΣ ΤΑΣ ΑΘΗΝΑΣ (84, 367, 308, 382)
article-body: ΚΑΤΕΡΙΝΗ, 15.— Η αστυνομία ανεκάλυψε κλοπήν ζώων. (1366, 1246, 1559, 1269)
article-body: Οι εκπρόσωποι των συνεταιρισμών συνελθόντες ενέκριναν ψήφισμα. (396, 1538, 574, 1561)
headline-bequest: ΑΠΕΦΑΣΙΣΘΗ ΟΡΙΣΤΙΚΩΣ Η ΕΚΠΟΙΗΣΙΣ ΤΩΝ ΑΚΙΝΗΤΩΝ ΚΑΙ ΤΩΝ ΤΙΜΑΛΦΩΝ ΤΟΥ ΖΩΓΡΑΦΕΙΟΥ ΚΛΗΡΟΔΟΤΗΜΑΤΟΣ ΔΙΑ ΤΑ ΔΗΜΟΤΙΚΑ ΝΟΣΟΚΟΜΕΙΑ ΘΕΣ/ΝΙΚΗΣ - ΙΩΑΝΝΙΝΩΝ (1172, 42, 1553, 105)
article-body: ΠΑΡΙΣΙΟΙ, 15 (Ασσ. Πρές).— Η Ουγγρική κυβέρνησις ανεκοίνωσεν την εκτέλεσιν δύο επαναστατών. (967, 1197, 1153, 1232)
fahr-dealer: ΣΤΡΙΜΑ Α.Ε. (1388, 2281, 1481, 2297)
fahr-advertisement (1165, 1843, 1560, 2341)
rate-name: Αγγλίας (971, 230, 1008, 241)
article-body: ΑΘΗΝΑΙ, 15.— Δια του άρθρου 4 καθορίζεται η καταβολή του δώρου. (396, 1564, 574, 1588)
article-body: Κάτοικοι των χωρίων Κρήδα, Ασπροβάλτα, Πρίνος, Σταυρός εξέφρασαν τας διαμαρτυρίας των δια την καθυστέρησιν των έργων. (396, 1949, 574, 1996)
article-body: ΚΑΒΑΛΑ, 15.— Εις την αίθουσαν του Εμπορικού Επιμελητηρίου έλαβε χώραν σύσκεψις των εμπόρων της περιοχής. (585, 1539, 768, 1586)
headline-lagkadas: ΑΠΟ ΤΟΝ ΛΑΓΚΑΔΑΝ (1165, 1125, 1293, 1140)
article-body: Απεφασίσθη επίσης η διάθεσις ποσού δια τα νοσοκομεία Θεσσαλονίκης και Ιωαννίνων. (1366, 347, 1559, 382)
column-rule (579, 39, 580, 2352)
article-body: ΛΑΓΚΑΔΑΣ, 15.— Υπό των καλλιεργητών της περιοχής εζητήθη η αποξήρανσις της λίμνης. (396, 713, 574, 749)
article-body: Εις την Ινδονησίαν μετέβη ο πρωθυπουργός της Κίνας. (776, 1744, 959, 1767)
article-body: ΚΑΛΟΧΩΡΙΟΝ, 15.— Εγκαινιάσθη σήμερον το νέον σχολείον. (1165, 1353, 1358, 1377)
article-body: Τό Αμερικανικόν ατμόπλοιον ελλιμενίσθη χθες εις τον λιμένα μας, με φορτίον σίτου προοριζόμενον δια την Βόρειον Ελλάδα. Η εκφόρτωσις θα διαρκέση τρεις ημέρας. (396, 278, 574, 337)
article-body: ΛΑΓΚΑΔΑΣ, 15.— Υπό των καλλιεργητών της περιοχής εζητήθη η αποξήρανσις της λίμνης. (396, 790, 574, 825)
article-body: Ο διευθυντής υπηρεσιών της ΔΕΗ κ. Κοκκόρης εδήλωσεν ότι η έλλειψις κεφαλαίων καθυστερεί τον εξηλεκτρισμόν. (1366, 847, 1559, 894)
article-body: ΛΑΓΚΑΔΑΣ, 15.— Την Κυριακήν θα επέλθει ο Σύλλογος Λαγκαδά. (1165, 1275, 1358, 1299)
article-body: Συνεχίζεται και σήμερον η απεργία των εργατών οικοδομών της πόλεως. (1366, 509, 1559, 532)
rate-row (969, 285, 1152, 297)
article-body: ΛΟΝΔΙΝΟΝ, 15 (Ασσ. Πρές).— Η Μεγάλη Βρεταννία και η Γαλλία εδήλωσαν σήμερον ότι δέχονται την πρότασιν των Ηνωμένων Πολιτειών. (585, 702, 769, 749)
headline-kalochori: ΑΠΟ ΤΟ ΚΑΛΟΧΩΡΙΟΝ (1165, 1308, 1299, 1323)
article-body: ΒΕΡΟΙΑ, 15.— Εις το Μουσείον Βεροίας παρεδόθησαν αρχαία ευρήματα από τας ανασκαφάς της περιοχής. (200, 657, 384, 704)
headline-katerini: ΑΠΟ ΤΗΝ ΚΑΤΕΡΙΝΗΝ (1366, 1149, 1496, 1163)
headline-japan: ΓΙΑΠΩΝΙΚΟΝ ΔΙΑΒΗΜΑ (1003, 703, 1119, 714)
headline-stegis: — Ο ΣΤΕΓΗΣ ΑΡ. ΤΟΛΜΑΤ ΜΑΝΤΣΕΝ (586, 1939, 767, 1950)
article-body: ΛΟΝΔΙΝΟΝ, 15 (Ασσ. Πρές).— Η Μεγάλη Βρεταννία και η Γαλλία εδήλωσαν σήμερον ότι δέχονται την πρότασιν των Ηνωμένων Πολιτειών. (585, 752, 769, 799)
rate-name: Κάιζερ (971, 244, 1004, 255)
article-body: ΛΟΝΔΙΝΟΝ, 15 (Ασσ. Πρές).— Ο υπουργός καυσίμων εδήλωσεν ότι το δελτίον παραμένει. (967, 1273, 1153, 1308)
article-body: Συνεχίζεται και σήμερον η απεργία των εργατών οικοδομών της πόλεως. (1165, 800, 1358, 823)
headline-diplomat: — Ο ΠΡΩΤΟΣ ΔΙΠΛΩΜΑΤΙΚΟΣ (603, 1896, 751, 1908)
article-body: ΒΟΝΝΗ, 15 (Ασσ. Πρές).— Ο καγκελλάριος της Δυτικής Γερμανίας είχε σύσκεψιν με τους υπουργούς. (585, 982, 769, 1017)
article-body: Τό Αμερικανικόν ατμόπλοιον ελλιμενίσθη χθες εις τον λιμένα μας, με φορτίον σίτου προοριζόμενον δια την Βόρειον Ελλάδα. Η εκφόρτωσις θα διαρκέση τρεις ημέρας. (396, 464, 574, 522)
article-body: Συνεχίζεται και σήμερον η απεργία των εργατών οικοδομών της πόλεως. (1165, 667, 1358, 691)
headline-norway: Η ΝΟΡΒΗΓΙΑ ΑΠΑΝΤΑ (1006, 911, 1116, 923)
fahr-line5: Αποκλειστικοί Εισαγωγείς: (1245, 2284, 1383, 2295)
article-body: ΚΑΒΑΛΑ, 15.— Εις τό Πρίνον της Θάσου έγιναν χθες τα αποκαλυπτήρια του ηρώου των πεσόντων αεροπόρων, παρουσία των αρχών και πλήθους κόσμου. (8, 280, 384, 304)
headline-executions: ΑΛΛΑΙ ΔΥΟ ΕΚΤΕΛΕΣΕΙΣ ΕΠΑΝΑΣΤΑΤΩΝ ΕΙΣ ΤΗΝ ΟΥΓΓΑΡΙΑΝ (988, 1075, 1133, 1116)
column-center (585, 39, 1153, 2342)
article-body: ΑΘΗΝΑΙ, 15.— Διά του ατμοπλοΐου αφίχθησαν σήμερον εις Πειραιά Ιταλοί επίσημοι. (8, 385, 384, 409)
article-body: ΚΑΒΑΛΑ, 15.— Εις την αίθουσαν του Εμπορικού Επιμελητηρίου έλαβε χώραν σύσκεψις των εμπόρων της περιοχής. (585, 1389, 768, 1436)
article-body: Ο διευθυντής υπηρεσιών της ΔΕΗ κ. Κοκκόρης εδήλωσεν ότι η έλλειψις κεφαλαίων καθυστερεί τον εξηλεκτρισμόν. (1165, 866, 1358, 913)
article-body: ΚΑΒΑΛΑ, 15.— Εις τό Πρίνον της Θάσου έγιναν χθες τα αποκαλυπτήρια του ηρώου των πεσόντων αεροπόρων, παρουσία των αρχών και πλήθους κόσμου. (8, 307, 384, 330)
article-body: ΒΑΝ ΓΚΥ, Καλιφόρνια, 15 (Ασσ. Πρές).— Ο πιλότος της πρώτης δοκιμής του νέου ατομικού ελικοπτέρου εδήλωσεν ότι η πτήσις υπήρξεν επιτυχής. (8, 707, 192, 765)
rate-value: 248,50—319,00 (1080, 285, 1150, 296)
article-body: Συνεχίζεται και σήμερον η απεργία των εργατών οικοδομών της πόλεως. (1366, 535, 1559, 559)
article-body: Απεφασίσθη επίσης η διάθεσις ποσού δια τα νοσοκομεία Θεσσαλονίκης και Ιωαννίνων. (1366, 309, 1559, 344)
article-body: Απεφασίσθη επίσης η διάθεσις ποσού δια τα νοσοκομεία Θεσσαλονίκης και Ιωαννίνων. (1366, 232, 1559, 268)
article-body: Επανήλθεν εξ Αθηνών η επιτροπή του κληροδοτήματος, ήτις απεφάσισε την εκποίησιν των ακινήτων. (1165, 194, 1358, 229)
article-body: Εκ θέσει των διατάξεων προκηρύσσεται θέσις μικροβιολόγου. (396, 1390, 574, 1413)
article-body: ΑΘΗΝΑΙ, 15.— Δια του άρθρου 4 καθορίζεται η καταβολή του δώρου. (396, 1226, 574, 1250)
rate-value: 232,00—232,00 (1080, 299, 1150, 310)
article-body: Οι εκπρόσωποι των συνεταιρισμών συνελθόντες ενέκριναν ψήφισμα. (396, 1268, 574, 1292)
rate-value: 249,00—249,50 (1080, 244, 1150, 255)
article-body: Απεφασίσθη επίσης η διάθεσις ποσού δια τα νοσοκομεία Θεσσαλονίκης και Ιωαννίνων. (1165, 271, 1358, 306)
headline-marriage: ΤΟ ΘΕΜΑ ΤΟΥ 40ΟΥ ΓΑΜΟΥ (8, 445, 200, 462)
headline-other-topics: ΤΑ ΑΛΛΑ ΘΕΜΑΤΑ (822, 1347, 913, 1358)
article-body: Εν συνεχεία ο κ. Κωνσταντίνος διεσαφήνισε τα υπόλοιπα θέματα της ημερησίας διατάξεως. (776, 1514, 959, 1549)
article-body: ΒΑΝ ΓΚΥ, Καλιφόρνια, 15 (Ασσ. Πρές).— Ο πιλότος της πρώτης δοκιμής του νέου ατομικού ελικοπτέρου εδήλωσεν ότι η πτήσις υπήρξεν επιτυχής. (200, 818, 384, 877)
article-body: ΛΟΝΔΙΝΟΝ, 15 (Ασσ. Πρές).— Η Σοβιετική Ένωσις εζήτησε την σύγκλησιν της διασκέψεως. (777, 937, 961, 972)
article-body: Απεφασίσθη επίσης η διάθεσις ποσού δια τα νοσοκομεία Θεσσαλονίκης και Ιωαννίνων. (1165, 423, 1358, 459)
headline-gold: 317,25 ΔΡΑΧ. Η ΧΡΥΣΗ ΛΙΡΑ ΕΙΣ ΤΗΝ ΘΕΣΣΑΛΟΝΙΚΗΝ ΚΑΙ 316,00 ΕΙΣ ΤΑΣ ΑΘΗΝΑΣ (973, 107, 1148, 148)
article-body: ΦΛΩΡΙΝΑ, 15.— Κατά την χθεσινήν ημέραν πραγματοποιήθη η γενική συνέλευσις. (1366, 1477, 1559, 1512)
article-body: Ο πρωθυπουργός της Κεϋλάνης δέχεται μεγάλας πιέσεις. (776, 1839, 959, 1862)
photo-crowd (585, 104, 959, 471)
article-body: ΑΘΗΝΑΙ, 15.— Αι ανώτατοι της αεροπορίας αξιωματικοί προήχθησαν. (396, 1098, 574, 1133)
photo-caption: Το 11ον π.μ. της Κυριακής έγινεν εις τη Μηθύμνη της Λέσβου η διανομή οικημάτων εις βομβόπληκτους. (585, 475, 769, 511)
headline-aviation: ΝΕΑΙ ΠΡΟΑΓΩΓΑΙ ΕΙΣ ΤΗΝ ΑΕΡΟΠΟΡΙΑΝ (408, 1067, 563, 1095)
article-body: ΚΑΒΑΛΑ, 15.— Εις την αίθουσαν του Εμπορικού Επιμελητηρίου έλαβε χώραν σύσκεψις των εμπόρων της περιοχής. (585, 1739, 768, 1786)
article-body: ΦΛΩΡΙΝΑ, 15.— Κατά την χθεσινήν ημέραν πραγματοποιήθη η γενική συνέλευσις. (1366, 1324, 1559, 1359)
